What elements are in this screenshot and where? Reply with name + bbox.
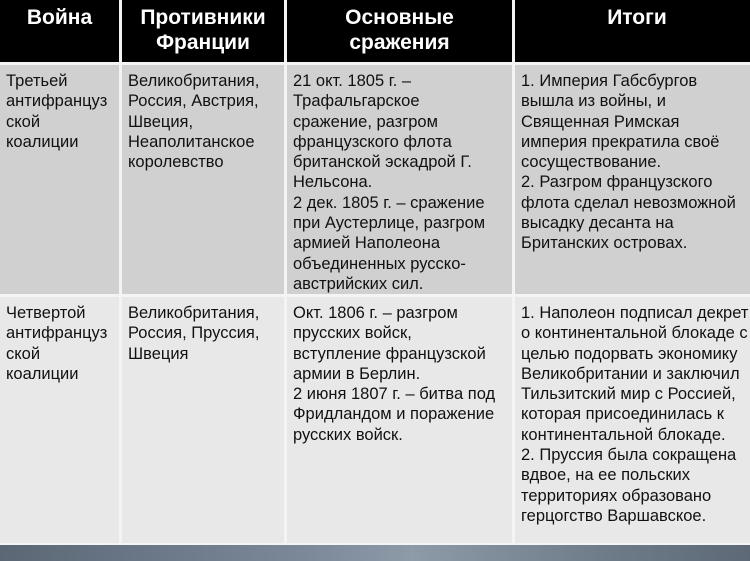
- row1-war-cell: [0, 65, 119, 294]
- cell-line: королевство: [128, 153, 224, 172]
- header-opponents-line: Франции: [156, 31, 250, 54]
- cell-line: прусских войск,: [293, 324, 412, 343]
- cell-line: вступление французской: [293, 344, 486, 363]
- header-war-label: Война: [26, 6, 93, 29]
- cell-line: Третьей: [6, 72, 68, 90]
- cell-line: при Аустерлице, разгром: [293, 214, 486, 233]
- cell-line: британской эскадрой Г.: [293, 153, 472, 172]
- cell-line: 1. Наполеон подписал декрет: [521, 304, 749, 322]
- row2-war-cell: [0, 297, 119, 549]
- header-opponents: [122, 0, 284, 62]
- header-war: [0, 0, 119, 62]
- cell-line: империя прекратила своё: [521, 132, 720, 151]
- cell-line: коалиции: [6, 364, 79, 383]
- row1-battles-cell: [287, 65, 512, 294]
- cell-line: 2 июня 1807 г. – битва под: [293, 385, 496, 404]
- cell-line: коалиции: [6, 132, 79, 151]
- cell-line: Великобритания,: [128, 72, 260, 90]
- cell-line: континентальной блокаде.: [521, 425, 726, 444]
- header-results: [515, 0, 750, 62]
- cell-line: Швеция,: [128, 112, 194, 131]
- header-results-label: Итоги: [607, 6, 667, 29]
- cell-line: Трафальгарское: [293, 92, 420, 111]
- header-battles: [287, 0, 512, 62]
- cell-line: 1. Империя Габсбургов: [521, 72, 698, 90]
- cell-line: антифранцуз: [6, 324, 108, 343]
- cell-line: сражение, разгром: [293, 112, 438, 131]
- cell-line: Тильзитский мир с Россией,: [521, 385, 736, 404]
- cell-line: ской: [6, 112, 41, 131]
- cell-line: целью подорвать экономику: [521, 344, 738, 363]
- cell-line: которая присоединилась к: [521, 405, 725, 424]
- cell-line: Четвертой: [6, 304, 86, 322]
- cell-line: Великобритании и заключил: [521, 364, 740, 383]
- cell-line: Фридландом и поражение: [293, 405, 495, 424]
- cell-line: Россия, Австрия,: [128, 92, 259, 111]
- cell-line: флота сделал невозможной: [521, 193, 736, 212]
- row2-opponents-cell: [122, 297, 284, 549]
- row1-opponents-cell: [122, 65, 284, 294]
- cell-line: вышла из войны, и: [521, 92, 666, 111]
- cell-line: территориях образовано: [521, 486, 712, 505]
- cell-line: антифранцуз: [6, 92, 108, 111]
- cell-line: Швеция: [128, 344, 189, 363]
- cell-line: австрийских сил.: [293, 274, 424, 293]
- cell-line: Россия, Пруссия,: [128, 324, 260, 343]
- cell-line: 2. Пруссия была сокращена: [521, 446, 737, 465]
- cell-line: Британских островах.: [521, 234, 688, 253]
- cell-line: объединенных русско-: [293, 254, 466, 273]
- cell-line: сосуществование.: [521, 153, 662, 172]
- row2-results-cell: [515, 297, 750, 549]
- cell-line: 21 окт. 1805 г. –: [293, 72, 412, 90]
- cell-line: ской: [6, 344, 41, 363]
- cell-line: Неаполитанское: [128, 132, 255, 151]
- row1-results-cell: [515, 65, 750, 294]
- cell-line: армией Наполеона: [293, 234, 441, 253]
- header-battles-line: сражения: [349, 31, 450, 54]
- cell-line: русских войск.: [293, 425, 403, 444]
- cell-line: 2. Разгром французского: [521, 173, 713, 192]
- cell-line: французского флота: [293, 132, 452, 151]
- cell-line: Окт. 1806 г. – разгром: [293, 304, 458, 322]
- slide-footer-band: [0, 543, 750, 561]
- header-battles-line: Основные: [345, 6, 454, 29]
- cell-line: Нельсона.: [293, 173, 373, 192]
- cell-line: 2 дек. 1805 г. – сражение: [293, 193, 485, 212]
- cell-line: Великобритания,: [128, 304, 260, 322]
- cell-line: герцогство Варшавское.: [521, 506, 707, 525]
- header-opponents-line: Противники: [140, 6, 266, 29]
- cell-line: вдвое, на ее польских: [521, 466, 691, 485]
- cell-line: о континентальной блокаде с: [521, 324, 748, 343]
- row2-battles-cell: [287, 297, 512, 549]
- cell-line: высадку десанта на: [521, 214, 674, 233]
- cell-line: армии в Берлин.: [293, 364, 421, 383]
- cell-line: Священная Римская: [521, 112, 680, 131]
